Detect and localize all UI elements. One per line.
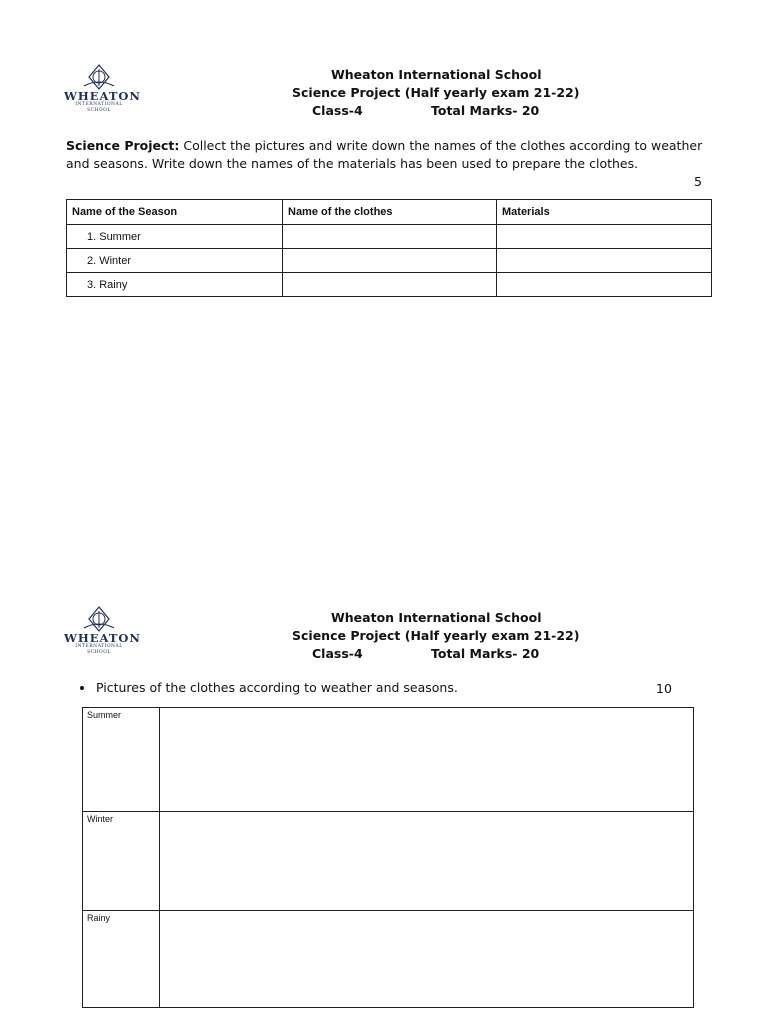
table-row [83, 812, 694, 911]
picture-area[interactable] [160, 911, 694, 1008]
clothes-cell[interactable] [283, 225, 497, 249]
pictures-table [82, 707, 694, 1008]
crest-icon [64, 64, 134, 90]
season-cell: 2. Winter [67, 249, 283, 273]
section-marks: 5 [694, 174, 702, 189]
school-name: Wheaton International School [331, 610, 542, 625]
total-marks: Total Marks- 20 [431, 646, 540, 661]
materials-cell[interactable] [497, 273, 712, 297]
instruction-text: Collect the pictures and write down the names of the clothes according to weather and seasons. Write down the names of the materials has been used to prepare the clothes. [66, 138, 703, 171]
instruction-label: Science Project: [66, 138, 180, 153]
picture-area[interactable] [160, 708, 694, 812]
school-logo [64, 606, 141, 656]
section-marks: 10 [656, 681, 672, 696]
table-header-row [67, 200, 712, 225]
clothes-table [66, 199, 712, 297]
season-label: Winter [83, 812, 160, 911]
clothes-cell[interactable] [283, 273, 497, 297]
season-label: Summer [83, 708, 160, 812]
class-label: Class-4 [312, 646, 363, 661]
project-title: Science Project (Half yearly exam 21-22) [292, 85, 580, 100]
class-label: Class-4 [312, 103, 363, 118]
table-row [67, 273, 712, 297]
logo-subtitle: INTERNATIONAL SCHOOL [75, 102, 123, 113]
materials-cell[interactable] [497, 249, 712, 273]
table-row [67, 249, 712, 273]
logo-wordmark: WHEATON [64, 89, 141, 103]
logo-subtitle: INTERNATIONAL SCHOOL [75, 644, 123, 655]
project-instruction [66, 137, 706, 173]
materials-cell[interactable] [497, 225, 712, 249]
season-cell: 3. Rainy [67, 273, 283, 297]
clothes-cell[interactable] [283, 249, 497, 273]
season-label: Rainy [83, 911, 160, 1008]
picture-area[interactable] [160, 812, 694, 911]
table-row [67, 225, 712, 249]
school-name: Wheaton International School [331, 67, 542, 82]
crest-icon [64, 606, 134, 632]
total-marks: Total Marks- 20 [431, 103, 540, 118]
bullet-text: Pictures of the clothes according to weather and seasons. [96, 680, 458, 695]
header-season: Name of the Season [67, 200, 283, 225]
table-row [83, 708, 694, 812]
school-logo [64, 64, 141, 114]
table-row [83, 911, 694, 1008]
header-materials: Materials [497, 200, 712, 225]
bullet-item [80, 680, 458, 695]
logo-wordmark: WHEATON [64, 631, 141, 645]
season-cell: 1. Summer [67, 225, 283, 249]
bullet-icon [80, 686, 84, 690]
header-clothes: Name of the clothes [283, 200, 497, 225]
project-title: Science Project (Half yearly exam 21-22) [292, 628, 580, 643]
